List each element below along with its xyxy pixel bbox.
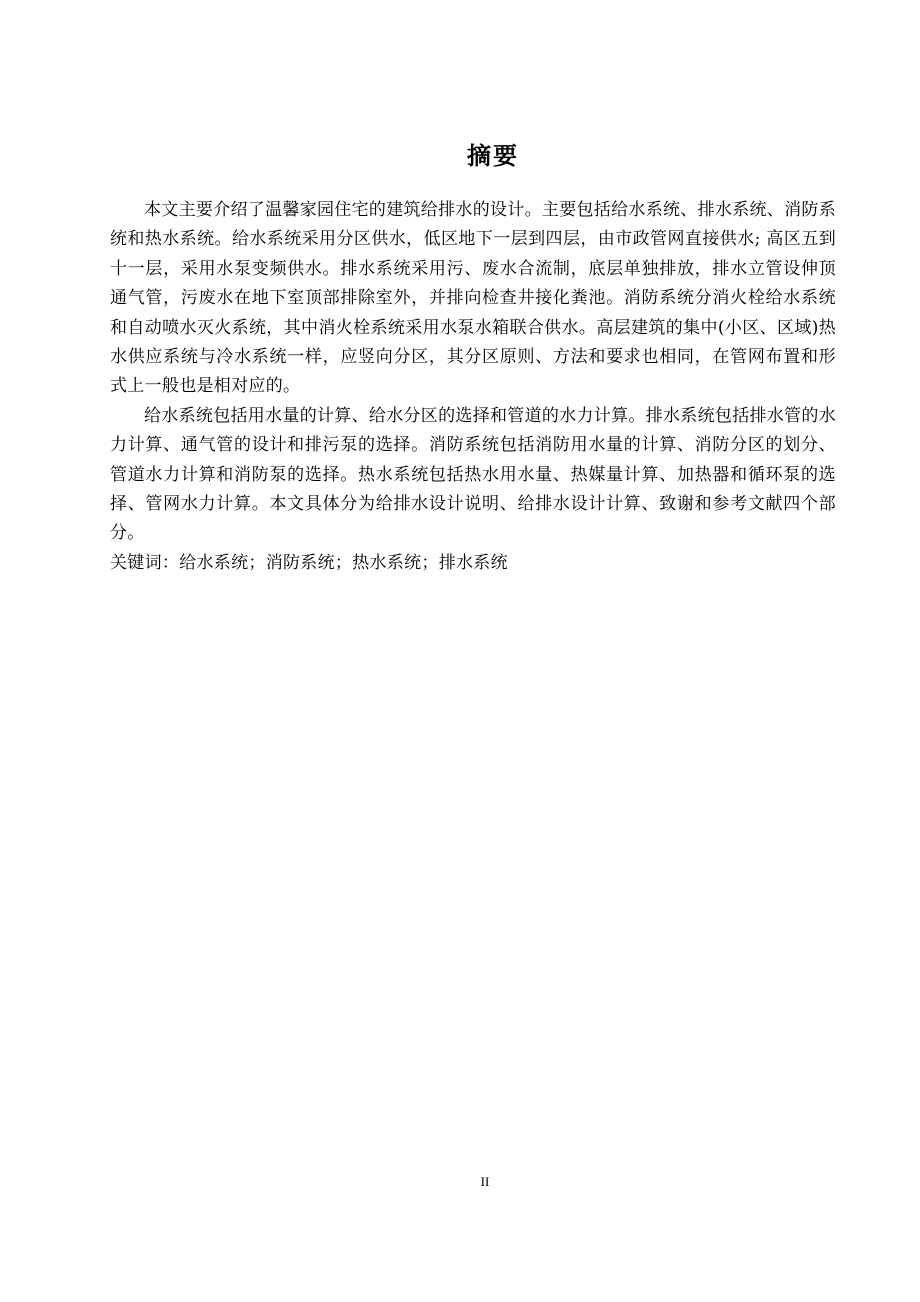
page-title: 摘要 [467, 142, 519, 170]
keywords-line: 关键词：给水系统；消防系统；热水系统；排水系统 [110, 552, 508, 573]
page-number: II [480, 1174, 490, 1189]
abstract-body [110, 196, 836, 578]
abstract-paragraph-1: 本文主要介绍了温馨家园住宅的建筑给排水的设计。主要包括给水系统、排水系统、消防系统和热水系统。给水系统采用分区供水，低区地下一层到四层，由市政管网直接供水; 高区五到十一层，采用水泵变频供水。排水系统采用污、废水合流制，底层单独排放，排水立管设伸顶通气管，污废水在地下室顶部排除室外，并排向检查井接化粪池。消防系统分消火栓给水系统和自动喷水灭火系统，其中消火栓系统采用水泵水箱联合供水。高层建筑的集中(小区、区域)热水供应系统与冷水系统一样，应竖向分区，其分区原则、方法和要求也相同，在管网布置和形式上一般也是相对应的。 [110, 200, 836, 397]
abstract-paragraph-2: 给水系统包括用水量的计算、给水分区的选择和管道的水力计算。排水系统包括排水管的水力计算、通气管的设计和排污泵的选择。消防系统包括消防用水量的计算、消防分区的划分、管道水力计算和消防泵的选择。热水系统包括热水用水量、热媒量计算、加热器和循环泵的选择、管网水力计算。本文具体分为给排水设计说明、给排水设计计算、致谢和参考文献四个部分。 [110, 405, 836, 544]
